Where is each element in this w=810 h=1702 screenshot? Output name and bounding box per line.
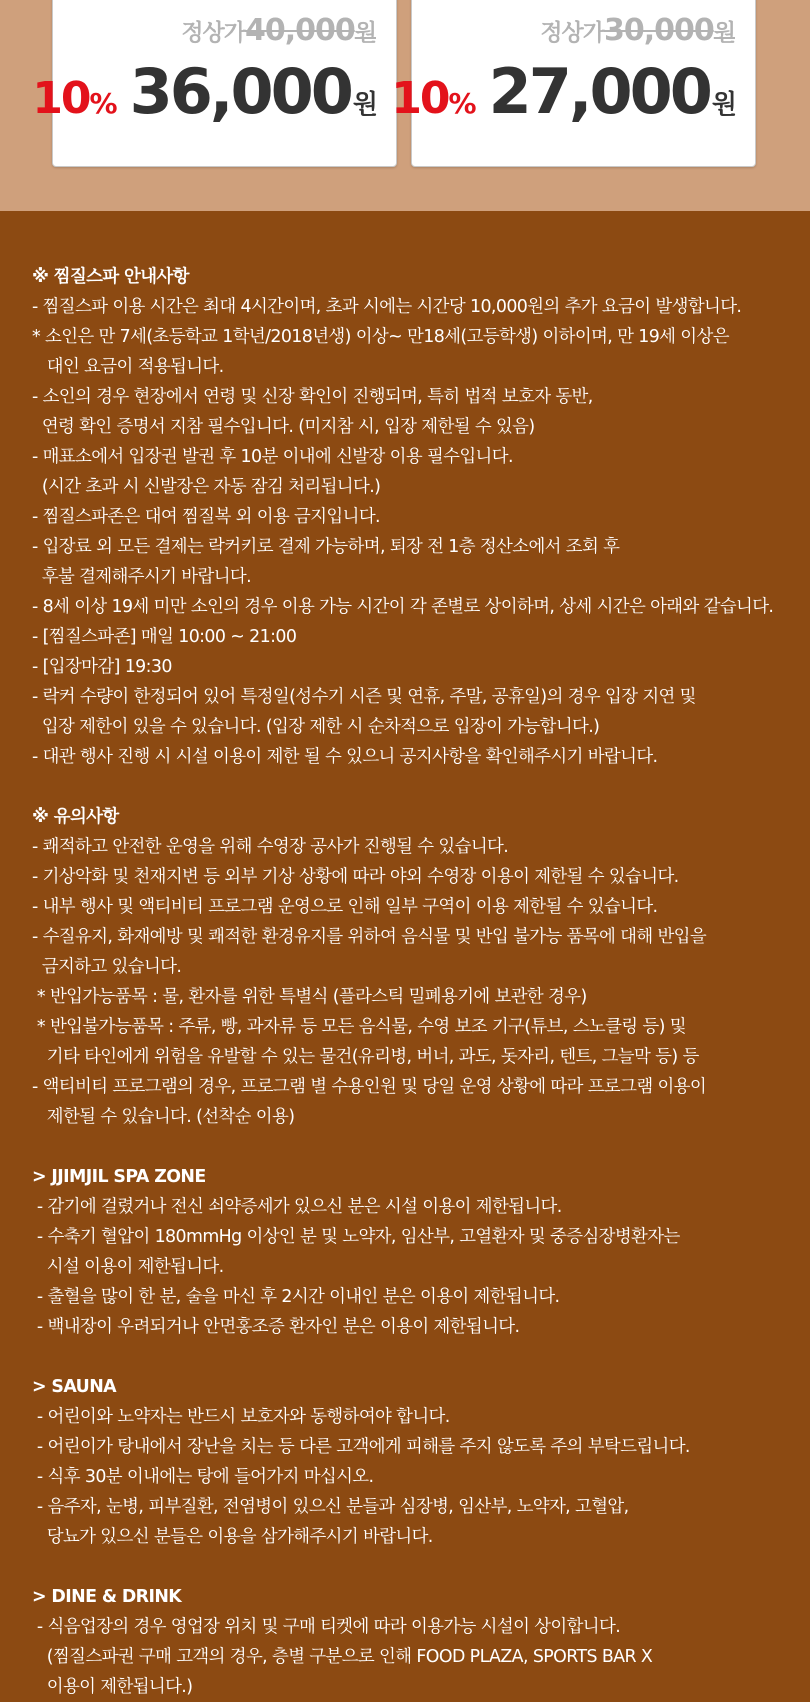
notice-line: - 백내장이 우려되거나 안면홍조증 환자인 분은 이용이 제한됩니다. — [32, 1317, 520, 1337]
notice-spacer — [32, 1342, 802, 1372]
notice-line: - 출혈을 많이 한 분, 술을 마신 후 2시간 이내인 분은 이용이 제한됩니다. — [32, 1287, 560, 1307]
notice-line: - 소인의 경우 현장에서 연령 및 신장 확인이 진행되며, 특히 법적 보호자 동반, — [32, 387, 593, 407]
notice-heading: > DINE & DRINK — [32, 1587, 182, 1607]
price-card[interactable] — [391, 0, 756, 167]
notice-line: * 반입불가능품목 : 주류, 빵, 과자류 등 모든 음식물, 수영 보조 기구(튜브, 스노클링 등) 및 — [32, 1017, 686, 1037]
notice-line: (시간 초과 시 신발장은 자동 잠김 처리됩니다.) — [32, 477, 381, 497]
notice-line: 시설 이용이 제한됩니다. — [32, 1257, 224, 1277]
notice-line: - 8세 이상 19세 미만 소인의 경우 이용 가능 시간이 각 존별로 상이하며, 상세 시간은 아래와 같습니다. — [32, 597, 774, 617]
notice-line: - 어린이와 노약자는 반드시 보호자와 동행하여야 합니다. — [32, 1407, 450, 1427]
notice-heading: > JJIMJIL SPA ZONE — [32, 1167, 206, 1187]
notice-line: - 매표소에서 입장권 발권 후 10분 이내에 신발장 이용 필수입니다. — [32, 447, 513, 467]
notice-line: * 반입가능품목 : 물, 환자를 위한 특별식 (플라스틱 밀폐용기에 보관한 경우) — [32, 987, 587, 1007]
notice-section — [32, 262, 802, 1702]
notice-spacer — [32, 1552, 802, 1582]
notice-line: - [찜질스파존] 매일 10:00 ~ 21:00 — [32, 627, 297, 647]
price-card[interactable] — [32, 0, 397, 167]
notice-line: - [입장마감] 19:30 — [32, 657, 172, 677]
notice-line: 금지하고 있습니다. — [32, 957, 182, 977]
regular-price-unit: 원 — [354, 20, 376, 46]
notice-line: - 락커 수량이 한정되어 있어 특정일(성수기 시즌 및 연휴, 주말, 공휴일)의 경우 입장 지연 및 — [32, 687, 696, 707]
sale-price-unit: 원 — [711, 90, 737, 120]
notice-spacer — [32, 772, 802, 802]
regular-price-value: 30,000 — [604, 13, 714, 48]
notice-line: 연령 확인 증명서 지참 필수입니다. (미지참 시, 입장 제한될 수 있음) — [32, 417, 535, 437]
sale-price-value: 36,000 — [129, 55, 351, 128]
notice-line: - 쾌적하고 안전한 운영을 위해 수영장 공사가 진행될 수 있습니다. — [32, 837, 509, 857]
notice-heading: > SAUNA — [32, 1377, 117, 1397]
regular-price-value: 40,000 — [245, 13, 355, 48]
notice-line: - 내부 행사 및 액티비티 프로그램 운영으로 인해 일부 구역이 이용 제한될 수 있습니다. — [32, 897, 658, 917]
notice-line: - 식음업장의 경우 영업장 위치 및 구매 티켓에 따라 이용가능 시설이 상이합니다. — [32, 1617, 621, 1637]
notice-line: - 수축기 혈압이 180mmHg 이상인 분 및 노약자, 임산부, 고열환자 및 중증심장병환자는 — [32, 1227, 680, 1247]
sale-price-value: 27,000 — [488, 55, 710, 128]
notice-heading: ※ 유의사항 — [32, 807, 119, 827]
notice-line: - 기상악화 및 천재지변 등 외부 기상 상황에 따라 야외 수영장 이용이 제한될 수 있습니다. — [32, 867, 679, 887]
notice-line: 당뇨가 있으신 분들은 이용을 삼가해주시기 바랍니다. — [32, 1527, 433, 1547]
price-section — [0, 0, 810, 211]
notice-spacer — [32, 1132, 802, 1162]
notice-line: - 감기에 걸렸거나 전신 쇠약증세가 있으신 분은 시설 이용이 제한됩니다. — [32, 1197, 562, 1217]
notice-line: 후불 결제해주시기 바랍니다. — [32, 567, 252, 587]
sale-price-unit: 원 — [352, 90, 378, 120]
discount-rate: 10% — [391, 73, 475, 124]
notice-line: (찜질스파권 구매 고객의 경우, 층별 구분으로 인해 FOOD PLAZA, SPORTS BAR X — [32, 1647, 653, 1667]
notice-line: 기타 타인에게 위험을 유발할 수 있는 물건(유리병, 버너, 과도, 돗자리, 텐트, 그늘막 등) 등 — [32, 1047, 699, 1067]
notice-line: - 어린이가 탕내에서 장난을 치는 등 다른 고객에게 피해를 주지 않도록 주의 부탁드립니다. — [32, 1437, 690, 1457]
sale-price — [32, 55, 378, 128]
notice-heading: ※ 찜질스파 안내사항 — [32, 267, 189, 287]
notice-line: - 수질유지, 화재예방 및 쾌적한 환경유지를 위하여 음식물 및 반입 불가능 품목에 대해 반입을 — [32, 927, 707, 947]
notice-line: - 음주자, 눈병, 피부질환, 전염병이 있으신 분들과 심장병, 임산부, 노약자, 고혈압, — [32, 1497, 629, 1517]
notice-line: * 소인은 만 7세(초등학교 1학년/2018년생) 이상~ 만18세(고등학생) 이하이며, 만 19세 이상은 — [32, 327, 729, 347]
regular-price-label: 정상가 — [540, 20, 604, 46]
regular-price — [540, 13, 735, 48]
notice-line: - 찜질스파존은 대여 찜질복 외 이용 금지입니다. — [32, 507, 380, 527]
discount-rate: 10% — [32, 73, 116, 124]
regular-price — [181, 13, 376, 48]
notice-line: - 식후 30분 이내에는 탕에 들어가지 마십시오. — [32, 1467, 374, 1487]
notice-line: 대인 요금이 적용됩니다. — [32, 357, 224, 377]
regular-price-label: 정상가 — [181, 20, 245, 46]
notice-line: - 입장료 외 모든 결제는 락커키로 결제 가능하며, 퇴장 전 1층 정산소에서 조회 후 — [32, 537, 620, 557]
regular-price-unit: 원 — [713, 20, 735, 46]
notice-line: - 찜질스파 이용 시간은 최대 4시간이며, 초과 시에는 시간당 10,000원의 추가 요금이 발생합니다. — [32, 297, 742, 317]
notice-line: 입장 제한이 있을 수 있습니다. (입장 제한 시 순차적으로 입장이 가능합니다.) — [32, 717, 600, 737]
sale-price — [391, 55, 737, 128]
notice-line: 제한될 수 있습니다. (선착순 이용) — [32, 1107, 295, 1127]
notice-line: - 대관 행사 진행 시 시설 이용이 제한 될 수 있으니 공지사항을 확인해주시기 바랍니다. — [32, 747, 658, 767]
notice-line: 이용이 제한됩니다.) — [32, 1677, 193, 1697]
notice-line: - 액티비티 프로그램의 경우, 프로그램 별 수용인원 및 당일 운영 상황에 따라 프로그램 이용이 — [32, 1077, 707, 1097]
